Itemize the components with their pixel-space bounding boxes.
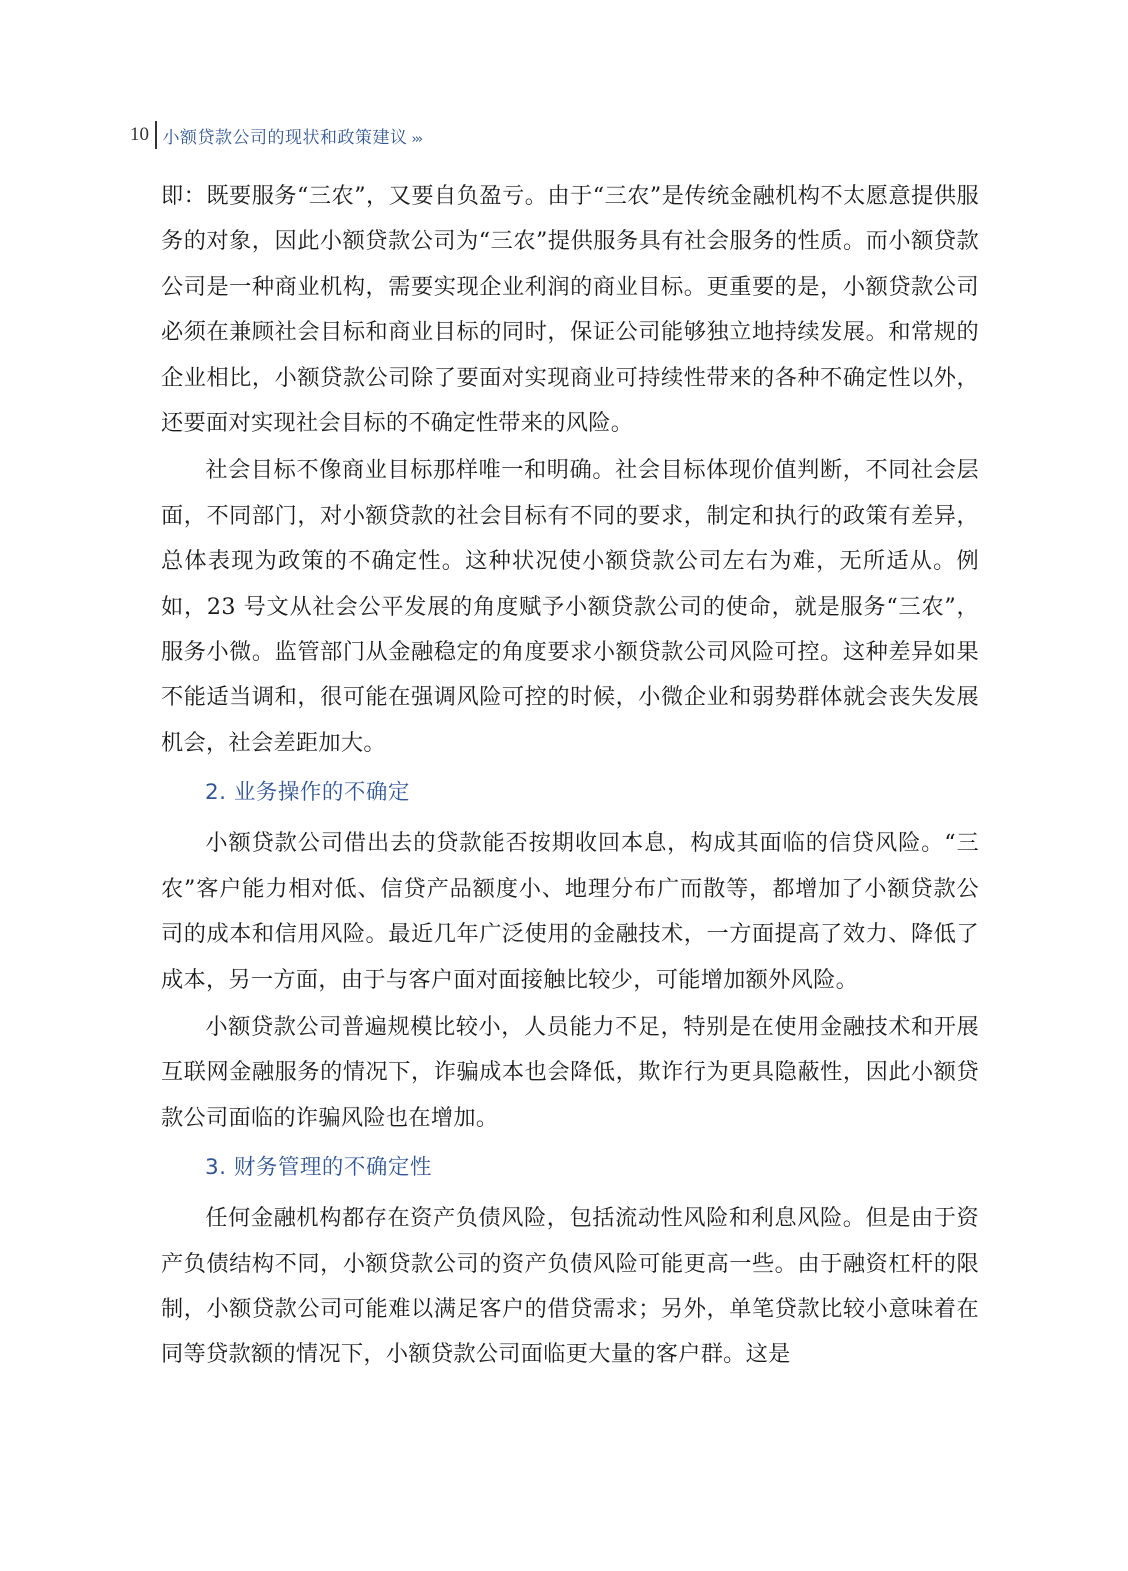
running-header	[130, 120, 421, 150]
running-title: 小额贷款公司的现状和政策建议	[162, 127, 408, 148]
paragraph-4: 小额贷款公司普遍规模比较小，人员能力不足，特别是在使用金融技术和开展互联网金融服务的情况下，诈骗成本也会降低，欺诈行为更具隐蔽性，因此小额贷款公司面临的诈骗风险也在增加。	[161, 1013, 979, 1131]
paragraph-3: 小额贷款公司借出去的贷款能否按期收回本息，构成其面临的信贷风险。“三农”客户能力相对低、信贷产品额度小、地理分布广而散等，都增加了小额贷款公司的成本和信用风险。最近几年广泛使用的金融技术，一方面提高了效力、降低了成本，另一方面，由于与客户面对面接触比较少，可能增加额外风险。	[161, 830, 979, 993]
page-number: 10	[130, 124, 149, 145]
paragraph-1: 即：既要服务“三农”，又要自负盈亏。由于“三农”是传统金融机构不太愿意提供服务的对象，因此小额贷款公司为“三农”提供服务具有社会服务的性质。而小额贷款公司是一种商业机构，需要实现企业利润的商业目标。更重要的是，小额贷款公司必须在兼顾社会目标和商业目标的同时，保证公司能够独立地持续发展。和常规的企业相比，小额贷款公司除了要面对实现商业可持续性带来的各种不确定性以外，还要面对实现社会目标的不确定性带来的风险。	[161, 183, 979, 437]
section-heading-2: 2. 业务操作的不确定	[205, 780, 410, 806]
header-divider	[155, 121, 157, 149]
section-heading-3: 3. 财务管理的不确定性	[205, 1155, 432, 1181]
body-text	[161, 174, 979, 1378]
paragraph-5: 任何金融机构都存在资产负债风险，包括流动性风险和利息风险。但是由于资产负债结构不同，小额贷款公司的资产负债风险可能更高一些。由于融资杠杆的限制，小额贷款公司可能难以满足客户的借贷需求；另外，单笔贷款比较小意味着在同等贷款额的情况下，小额贷款公司面临更大量的客户群。这是	[161, 1205, 979, 1368]
paragraph-2: 社会目标不像商业目标那样唯一和明确。社会目标体现价值判断，不同社会层面，不同部门，对小额贷款的社会目标有不同的要求，制定和执行的政策有差异，总体表现为政策的不确定性。这种状况使小额贷款公司左右为难，无所适从。例如，23 号文从社会公平发展的角度赋予小额贷款公司的使命，就是服务“三农”，服务小微。监管部门从金融稳定的角度要求小额贷款公司风险可控。这种差异如果不能适当调和，很可能在强调风险可控的时候，小微企业和弱势群体就会丧失发展机会，社会差距加大。	[161, 457, 979, 756]
chevrons-icon: ›››	[411, 131, 422, 147]
